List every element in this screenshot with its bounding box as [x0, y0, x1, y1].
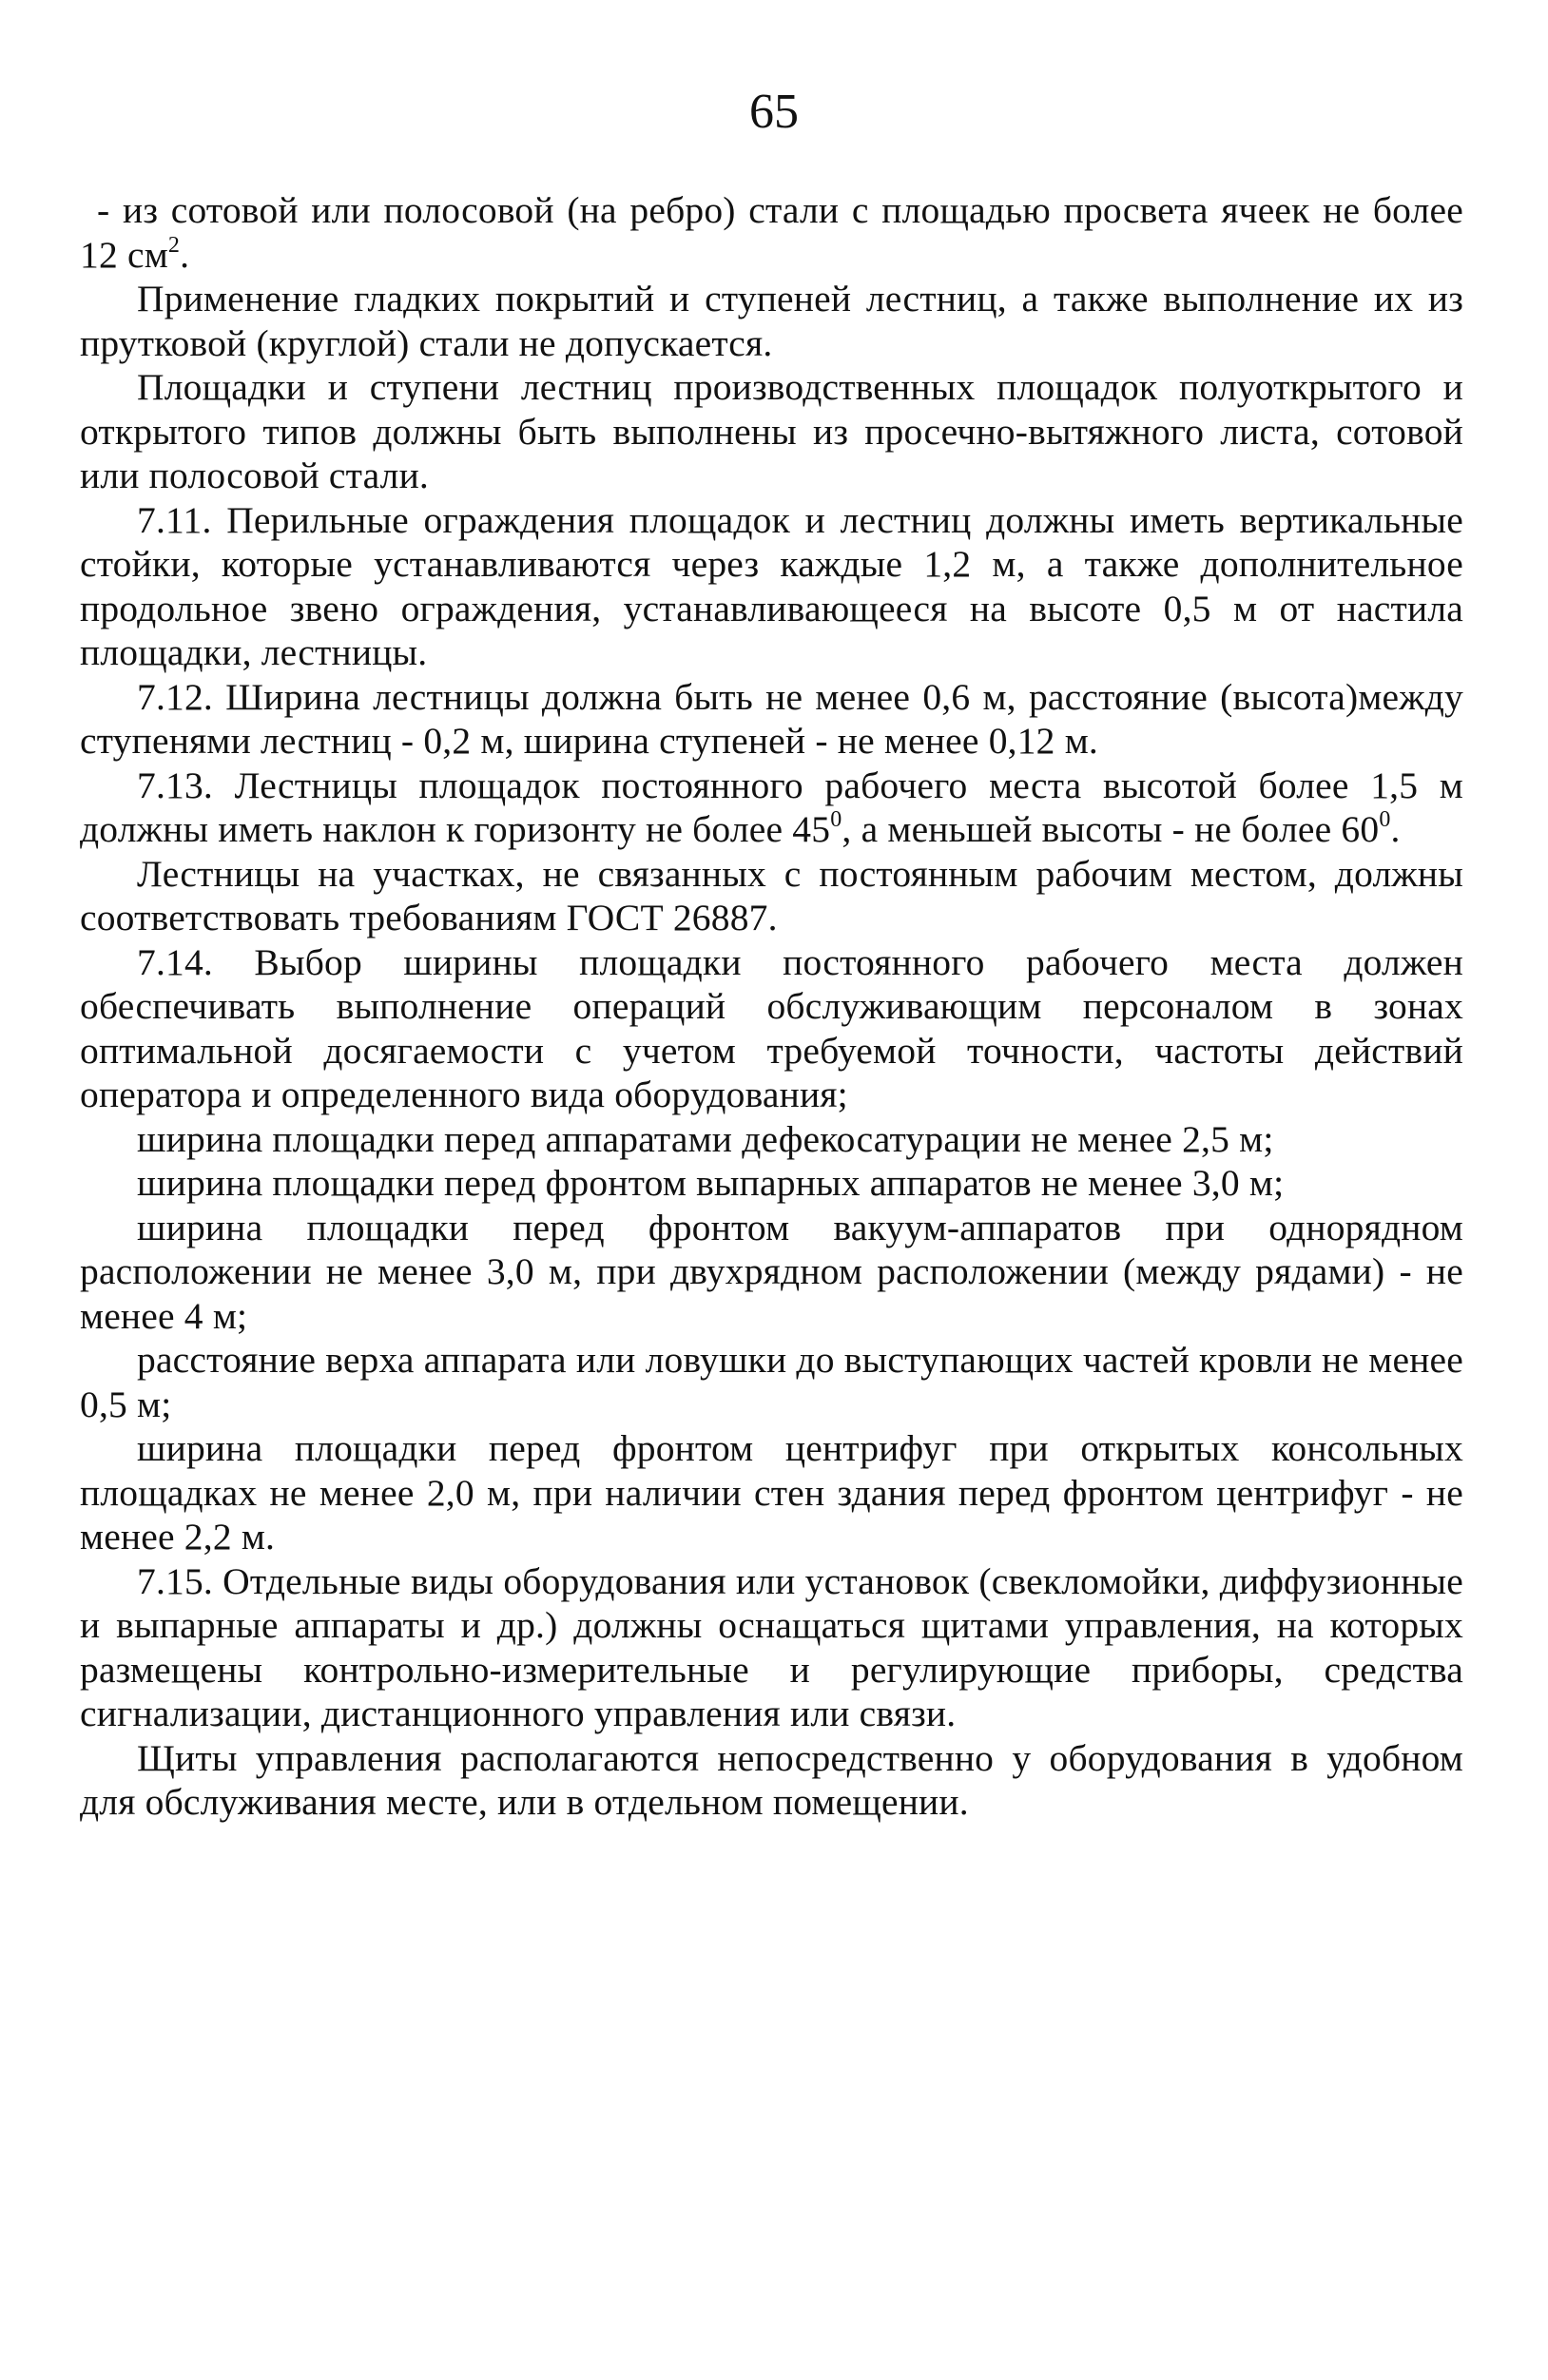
- item-roof-clearance: расстояние верха аппарата или ловушки до выступающих частей кровли не менее 0,5 м;: [80, 1339, 1463, 1425]
- clause-7-14: 7.14. Выбор ширины площадки постоянного рабочего места должен обеспечивать выполнение операций обслуживающим персоналом в зонах оптимальной досягаемости с учетом требуемой точности, частоты действий оператора и определенного вида оборудования;: [80, 940, 1463, 1115]
- paragraph-stairs-gost: Лестницы на участках, не связанных с постоянным рабочим местом, должны соответствовать требованиям ГОСТ 26887.: [80, 852, 1463, 938]
- item-defecosaturation: ширина площадки перед аппаратами дефекосатурации не менее 2,5 м;: [137, 1117, 1274, 1160]
- clause-7-13: 7.13. Лестницы площадок постоянного рабочего места высотой более 1,5 м должны иметь наклон к горизонту не более $45^0$, а меньшей высоты - не более $60^0$.: [80, 764, 1463, 850]
- paragraph-smooth-coverings: Применение гладких покрытий и ступеней лестниц, а также выполнение их из прутковой (круглой) стали не допускается.: [80, 278, 1463, 364]
- paragraph-control-panels: Щиты управления располагаются непосредственно у оборудования в удобном для обслуживания месте, или в отдельном помещении.: [80, 1736, 1463, 1823]
- paragraph-steel-types: - из сотовой или полосовой (на ребро) стали с площадью просвета ячеек не более 12 $см^2$.: [80, 189, 1463, 276]
- item-centrifuges: ширина площадки перед фронтом центрифуг при открытых консольных площадках не менее 2,0 м, при наличии стен здания перед фронтом центрифуг - не менее 2,2 м.: [80, 1427, 1463, 1558]
- clause-7-11: 7.11. Перильные ограждения площадок и лестниц должны иметь вертикальные стойки, которые устанавливаются через каждые 1,2 м, а также дополнительное продольное звено ограждения, устанавливающееся на высоте 0,5 м от настила площадки, лестницы.: [80, 498, 1463, 673]
- paragraph-platform-steps: Площадки и ступени лестниц производственных площадок полуоткрытого и открытого типов должны быть выполнены из просечно-вытяжного листа, сотовой или полосовой стали.: [80, 366, 1463, 496]
- clause-7-15: 7.15. Отдельные виды оборудования или установок (свекломойки, диффузионные и выпарные аппараты и др.) должны оснащаться щитами управления, на которых размещены контрольно-измерительные и регулирующие приборы, средства сигнализации, дистанционного управления или связи.: [80, 1559, 1463, 1734]
- page-number: 65: [749, 85, 799, 139]
- document-body: [80, 188, 1463, 1825]
- clause-7-12: 7.12. Ширина лестницы должна быть не менее 0,6 м, расстояние (высота)между ступенями лестниц - 0,2 м, ширина ступеней - не менее 0,12 м.: [80, 675, 1463, 762]
- item-evaporators: ширина площадки перед фронтом выпарных аппаратов не менее 3,0 м;: [137, 1162, 1285, 1204]
- item-vacuum-apparatus: ширина площадки перед фронтом вакуум-аппаратов при однорядном расположении не менее 3,0 м, при двухрядном расположении (между рядами) - не менее 4 м;: [80, 1206, 1463, 1337]
